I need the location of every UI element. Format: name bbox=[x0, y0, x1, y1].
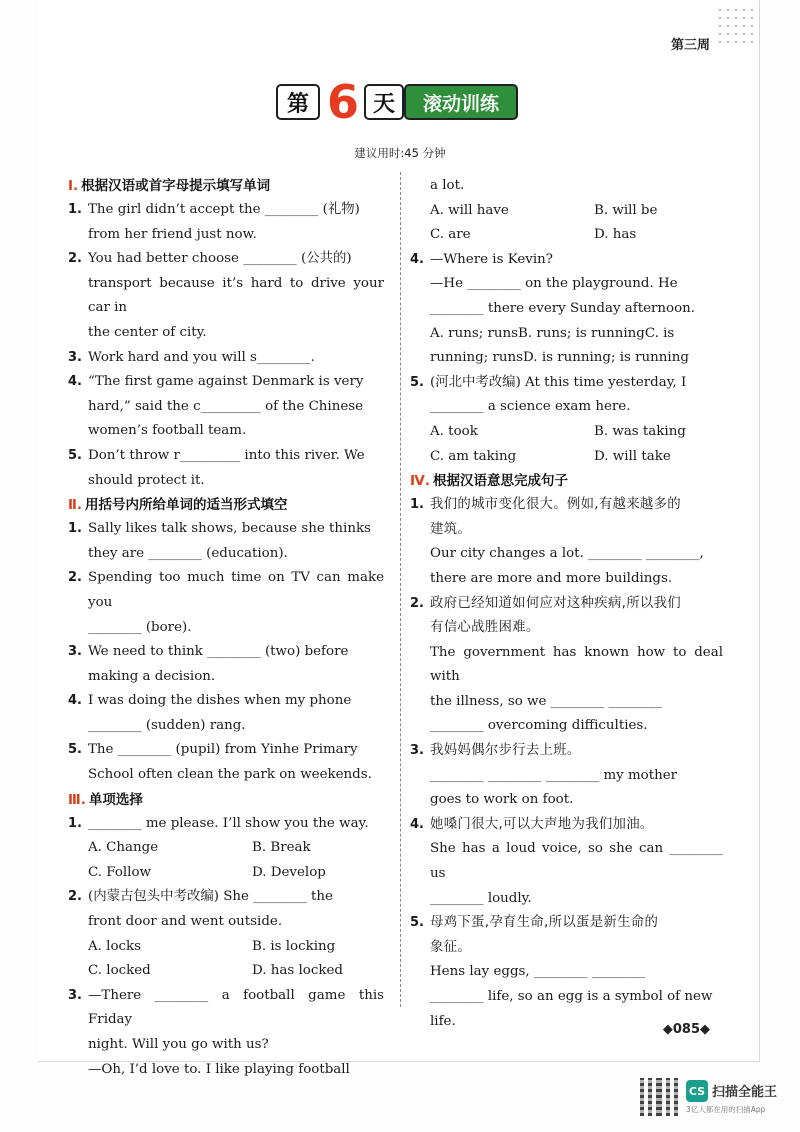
question-item bbox=[68, 689, 384, 738]
question-line: front door and went outside. bbox=[88, 914, 283, 930]
week-tag: 第三周 bbox=[670, 38, 710, 53]
question-item bbox=[410, 911, 723, 1034]
question-text bbox=[430, 911, 723, 1034]
question-line: from her friend just now. bbox=[88, 226, 257, 242]
answer-option: D. Develop bbox=[252, 864, 326, 880]
section-3-questions-left bbox=[68, 812, 384, 1083]
question-number: 5. bbox=[68, 447, 82, 463]
question-number: 2. bbox=[68, 570, 82, 586]
question-line: transport because it’s hard to drive your car in bbox=[88, 275, 384, 316]
question-text bbox=[88, 198, 384, 247]
answer-options bbox=[410, 420, 723, 469]
question-text bbox=[88, 346, 384, 371]
question-line: The ________ (pupil) from Yinhe Primary bbox=[88, 742, 358, 758]
question-english-line: the illness, so we ________ ________ bbox=[430, 693, 663, 709]
banner-title: 滚动训练 bbox=[404, 84, 518, 120]
question-item bbox=[410, 592, 723, 740]
question-item bbox=[68, 247, 384, 345]
question-english-line: ________ loudly. bbox=[430, 890, 532, 906]
answer-options bbox=[410, 199, 723, 248]
question-chinese-line: 有信心战胜困难。 bbox=[430, 620, 540, 636]
right-column bbox=[410, 174, 723, 1034]
answer-options bbox=[68, 836, 384, 885]
question-number: 3. bbox=[410, 743, 424, 759]
question-number: 4. bbox=[410, 251, 424, 267]
banner-day-number: 6 bbox=[326, 75, 359, 129]
question-english-line: Hens lay eggs, ________ ________ bbox=[430, 964, 646, 980]
question-number: 1. bbox=[410, 497, 424, 513]
question-line: ________ there every Sunday afternoon. bbox=[430, 300, 696, 316]
question-item bbox=[410, 813, 723, 911]
question-continuation: a lot. bbox=[430, 178, 465, 193]
question-english-line: life. bbox=[430, 1013, 456, 1029]
question-chinese-line: 我们的城市变化很大。例如,有越来越多的 bbox=[430, 497, 681, 513]
answer-option: C. locked bbox=[88, 963, 151, 979]
question-line: School often clean the park on weekends. bbox=[88, 767, 372, 783]
section-title-4: Ⅳ. 根据汉语意思完成句子 bbox=[410, 473, 568, 490]
question-text bbox=[88, 812, 384, 837]
question-english-line: Our city changes a lot. ________ ________, bbox=[430, 546, 704, 562]
question-item bbox=[68, 346, 384, 371]
answer-option: D. is running; is running bbox=[523, 350, 689, 366]
question-number: 2. bbox=[410, 595, 424, 611]
column-divider bbox=[400, 172, 401, 1007]
question-item bbox=[68, 566, 384, 640]
question-number: 5. bbox=[410, 915, 424, 931]
question-item bbox=[68, 885, 384, 934]
question-text bbox=[88, 247, 384, 345]
dot-grid-decoration bbox=[716, 6, 756, 44]
question-text bbox=[430, 248, 723, 322]
section-1-questions bbox=[68, 198, 384, 493]
question-line: “The first game against Denmark is very bbox=[88, 374, 364, 390]
question-text bbox=[88, 885, 384, 934]
scanner-app-name: 扫描全能王 bbox=[712, 1085, 778, 1100]
answer-option: A. will have bbox=[430, 202, 509, 218]
section-2-questions bbox=[68, 517, 384, 788]
question-number: 4. bbox=[68, 693, 82, 709]
question-text bbox=[88, 738, 384, 787]
question-item bbox=[68, 370, 384, 444]
question-text bbox=[88, 984, 384, 1082]
question-line: (内蒙古包头中考改编) She ________ the bbox=[88, 889, 333, 905]
question-english-line: goes to work on foot. bbox=[430, 792, 574, 808]
question-line: Work hard and you will s________. bbox=[88, 349, 315, 365]
question-text bbox=[88, 517, 384, 566]
question-number: 4. bbox=[68, 374, 82, 390]
question-item bbox=[68, 444, 384, 493]
section-3-questions-right bbox=[410, 174, 723, 469]
question-english-line: ________ overcoming difficulties. bbox=[430, 718, 648, 734]
question-line: We need to think ________ (two) before bbox=[88, 644, 349, 660]
question-line: hard,” said the c_________ of the Chinese bbox=[88, 398, 364, 414]
question-text bbox=[88, 370, 384, 444]
question-number: 2. bbox=[68, 251, 82, 267]
question-chinese-line: 母鸡下蛋,孕育生命,所以蛋是新生命的 bbox=[430, 915, 659, 931]
answer-option: C. Follow bbox=[88, 864, 151, 880]
left-column bbox=[68, 174, 384, 1082]
question-item bbox=[410, 739, 723, 813]
question-text bbox=[88, 444, 384, 493]
banner-tian: 天 bbox=[364, 84, 404, 120]
question-line: they are ________ (education). bbox=[88, 545, 288, 561]
answer-option: B. Break bbox=[252, 840, 311, 856]
question-number: 5. bbox=[410, 374, 424, 390]
question-line: You had better choose ________ (公共的) bbox=[88, 251, 352, 267]
question-item bbox=[68, 517, 384, 566]
question-line: The girl didn’t accept the ________ (礼物) bbox=[88, 202, 360, 217]
answer-option: A. Change bbox=[88, 840, 159, 856]
question-item bbox=[410, 248, 723, 322]
question-number: 5. bbox=[68, 742, 82, 758]
question-line: I was doing the dishes when my phone bbox=[88, 693, 352, 709]
question-line: Don’t throw r_________ into this river. We bbox=[88, 447, 365, 463]
answer-options bbox=[68, 935, 384, 984]
answer-option: B. will be bbox=[594, 202, 658, 218]
question-english-line: She has a loud voice, so she can ________ us bbox=[430, 841, 723, 882]
question-text bbox=[430, 813, 723, 911]
question-line: night. Will you go with us? bbox=[88, 1037, 269, 1052]
question-line: Sally likes talk shows, because she thinks bbox=[88, 521, 371, 537]
question-item bbox=[410, 493, 723, 591]
question-chinese-line: 象征。 bbox=[430, 939, 472, 955]
question-english-line: ________ ________ ________ my mother bbox=[430, 767, 678, 783]
question-text bbox=[88, 566, 384, 640]
answer-option: B. runs; is running bbox=[518, 325, 645, 341]
question-line: Spending too much time on TV can make you bbox=[88, 570, 384, 610]
question-item bbox=[68, 738, 384, 787]
question-line: —There ________ a football game this Friday bbox=[88, 987, 384, 1028]
answer-option: D. has bbox=[594, 227, 637, 243]
question-number: 1. bbox=[68, 202, 82, 217]
answer-option: C. are bbox=[430, 227, 471, 243]
answer-option: B. is locking bbox=[252, 938, 336, 954]
question-line: women’s football team. bbox=[88, 423, 247, 439]
scanner-watermark bbox=[640, 1078, 790, 1118]
question-line: —Oh, I’d love to. I like playing football bbox=[88, 1061, 350, 1077]
question-line: should protect it. bbox=[88, 472, 205, 488]
suggested-time: 建议用时:45 分钟 bbox=[354, 146, 446, 160]
question-line: the center of city. bbox=[88, 324, 207, 340]
question-line: —He ________ on the playground. He bbox=[430, 276, 678, 292]
question-text bbox=[88, 640, 384, 689]
qr-code-icon bbox=[640, 1078, 678, 1116]
question-chinese-line: 我妈妈偶尔步行去上班。 bbox=[430, 743, 581, 759]
answer-option: A. took bbox=[430, 423, 478, 439]
answer-option: A. runs; runs bbox=[430, 325, 518, 341]
answer-option: D. has locked bbox=[252, 963, 343, 979]
question-text bbox=[430, 739, 723, 813]
answer-option: D. will take bbox=[594, 448, 671, 464]
question-number: 1. bbox=[68, 815, 82, 831]
answer-options bbox=[410, 322, 723, 371]
question-item bbox=[68, 812, 384, 837]
day-banner bbox=[272, 75, 520, 129]
question-number: 1. bbox=[68, 521, 82, 537]
question-number: 3. bbox=[68, 644, 82, 660]
camscanner-logo-icon: CS bbox=[686, 1080, 708, 1102]
question-line: ________ a science exam here. bbox=[430, 399, 631, 415]
question-english-line: The government has known how to deal with bbox=[430, 644, 723, 685]
banner-di: 第 bbox=[276, 84, 320, 120]
question-item bbox=[68, 984, 384, 1082]
section-title-2: Ⅱ. 用括号内所给单词的适当形式填空 bbox=[68, 497, 288, 514]
question-item bbox=[68, 198, 384, 247]
question-number: 3. bbox=[68, 349, 82, 365]
question-number: 4. bbox=[410, 816, 424, 832]
question-item bbox=[68, 640, 384, 689]
section-4-questions bbox=[410, 493, 723, 1034]
answer-option: A. locks bbox=[88, 938, 142, 954]
question-text bbox=[430, 592, 723, 740]
question-text bbox=[430, 493, 723, 591]
question-chinese-line: 建筑。 bbox=[430, 521, 472, 537]
question-line: (河北中考改编) At this time yesterday, I bbox=[430, 374, 687, 390]
question-line: making a decision. bbox=[88, 668, 216, 684]
question-english-line: ________ life, so an egg is a symbol of new bbox=[430, 989, 713, 1004]
question-line: ________ (sudden) rang. bbox=[88, 717, 246, 733]
question-line: ________ (bore). bbox=[88, 619, 192, 635]
question-line: —Where is Kevin? bbox=[430, 251, 553, 267]
question-item bbox=[410, 371, 723, 420]
question-number: 2. bbox=[68, 889, 82, 905]
answer-option: C. am taking bbox=[430, 448, 517, 464]
question-text bbox=[88, 689, 384, 738]
answer-option: C. is running; runs bbox=[430, 325, 675, 366]
section-title-3: Ⅲ. 单项选择 bbox=[68, 791, 143, 808]
section-title-1: Ⅰ. 根据汉语或首字母提示填写单词 bbox=[68, 178, 271, 194]
question-chinese-line: 她嗓门很大,可以大声地为我们加油。 bbox=[430, 816, 654, 832]
scanner-tagline: 3亿人都在用的扫描App bbox=[686, 1105, 766, 1114]
question-chinese-line: 政府已经知道如何应对这种疾病,所以我们 bbox=[430, 595, 681, 611]
question-english-line: there are more and more buildings. bbox=[430, 570, 673, 586]
answer-option: B. was taking bbox=[594, 423, 686, 439]
page-number: ◆085◆ bbox=[662, 1022, 710, 1037]
question-text bbox=[430, 371, 723, 420]
question-number: 3. bbox=[68, 987, 82, 1003]
question-line: ________ me please. I’ll show you the way. bbox=[88, 815, 369, 831]
